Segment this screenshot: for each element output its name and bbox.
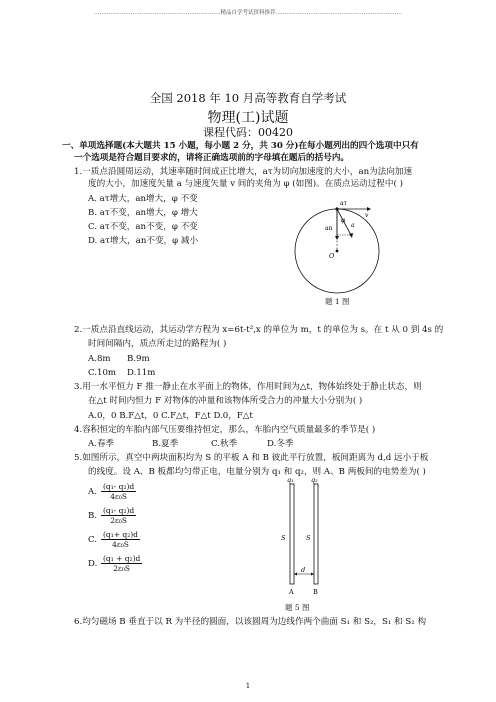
q5-option-a-denominator: 4ε₀S [110,492,127,501]
q5-label-s-right: S [306,534,311,542]
q1-option-a: A. aτ增大，an增大，φ 不变 [88,194,198,204]
q1-label-o: O [329,252,335,260]
q5-label-d: d [301,566,306,574]
q1-label-an: an [325,225,333,232]
q5-option-c-label: C. [88,535,98,545]
q1-figure-caption: 题 1 图 [325,297,350,306]
q1-label-a: a [351,222,355,229]
q5-label-b: B [313,588,318,596]
q5-stem-line1: 5.如图所示，真空中两块面积均为 S 的平板 A 和 B 彼此平行放置，板间距离为 d,d 远小于板 [74,453,429,463]
q5-option-c-denominator: 4ε₀S [112,540,129,549]
q5-label-q2: q₂ [311,476,318,484]
q5-plates-figure [276,474,340,600]
q5-option-c-fraction [101,530,140,549]
q2-option-a: A.8m [88,354,111,364]
q5-option-d-fraction [101,554,142,573]
q4-option-b: B.夏季 [152,439,179,449]
q5-option-a-label: A. [88,487,97,497]
section1-line2: 一个选项是符合题目要求的，请将正确选项前的字母填在题后的括号内。 [74,153,350,163]
q2-option-c: C.10m [88,368,117,378]
q3-stem-line1: 3.用一水平恒力 F 推一静止在水平面上的物体，作用时间为△t，物体始终处于静止状态，则 [74,382,422,392]
q1-option-b: B. aτ不变，an增大，φ 增大 [88,208,198,218]
q1-stem-line2: 度的大小，加速度矢量 a 与速度矢量 v 间的夹角为 φ (如图)。在质点运动过程中( ) [88,179,403,189]
q5-option-b-numerator: (q₁- q₂)d [103,506,135,515]
q5-option-d-denominator: 2ε₀S [113,564,131,573]
exam-title: 全国 2018 年 10 月高等教育自学考试 [149,91,347,105]
q4-option-c: C.秋季 [211,439,238,449]
q1-stem-line1: 1.一质点沿圆周运动，其速率随时间成正比增大，aτ为切向加速度的大小，an为法向加速 [74,167,413,177]
q2-stem-line1: 2.一质点沿直线运动，其运动学方程为 x=6t-t²,x 的单位为 m，t 的单位为 s。在 t 从 0 到 4s 的 [74,325,444,335]
q5-option-c-numerator: (q₁+ q₂)d [103,530,138,539]
page-header: ……………………………………………………………精品自学考试资料推荐…………………………………………………………… [93,10,402,16]
q5-option-a-fraction [101,482,136,501]
q1-circle-figure [285,196,395,296]
q5-option-d-numerator: (q₁ + q₂)d [103,554,141,563]
q4-option-a: A.春季 [88,439,115,449]
q5-option-a-numerator: (q₁- q₂)d [103,482,135,491]
q3-options: A.0，0 B.F△t，0 C.F△t，F△t D.0，F△t [88,411,253,421]
section1-line1: 一、单项选择题(本大题共 15 小题，每小题 2 分，共 30 分)在每小题列出的四个选项中只有 [62,141,419,151]
q5-option-b-denominator: 2ε₀S [110,516,127,525]
q3-stem-line2: 在△t 时间内恒力 F 对物体的冲量和该物体所受合力的冲量大小分别为( ) [88,396,363,406]
course-code: 课程代码：00420 [203,126,293,139]
q5-label-q1: q₁ [287,476,294,484]
q5-option-b-label: B. [88,511,98,521]
q5-label-s-left: S [281,534,286,542]
q2-option-d: D.11m [127,368,156,378]
q1-option-c: C. aτ不变，an不变，φ 不变 [88,222,198,232]
q4-stem: 4.容积恒定的车胎内部气压要维持恒定，那么，车胎内空气质量最多的季节是( ) [74,425,376,435]
q5-option-d-label: D. [88,559,98,569]
subject-title: 物理(工)试题 [207,110,289,126]
q1-label-phi: φ [341,217,346,224]
q1-label-v: v [365,212,369,219]
q1-option-d: D. aτ增大，an不变，φ 减小 [88,236,199,246]
q6-stem-line1: 6.均匀磁场 B 垂直于以 R 为半径的圆面，以该圆周为边线作两个曲面 S₁ 和 S₂，S₁ 和 S₂ 构 [74,617,427,627]
q1-label-atau: aτ [340,200,347,207]
q4-option-d: D.冬季 [267,439,294,449]
q5-label-a: A [289,588,294,596]
q2-stem-line2: 时间间隔内，质点所走过的路程为( ) [88,339,227,349]
q5-stem-line2: 的线度。设 A、B 板都均匀带正电，电量分别为 q₁ 和 q₂，则 A、B 两板间的电势差为( ) [88,467,426,477]
q5-figure-caption: 题 5 图 [285,603,310,612]
q5-option-b-fraction [101,506,136,525]
q2-option-b: B.9m [127,354,150,364]
page-number: 1 [245,682,251,690]
